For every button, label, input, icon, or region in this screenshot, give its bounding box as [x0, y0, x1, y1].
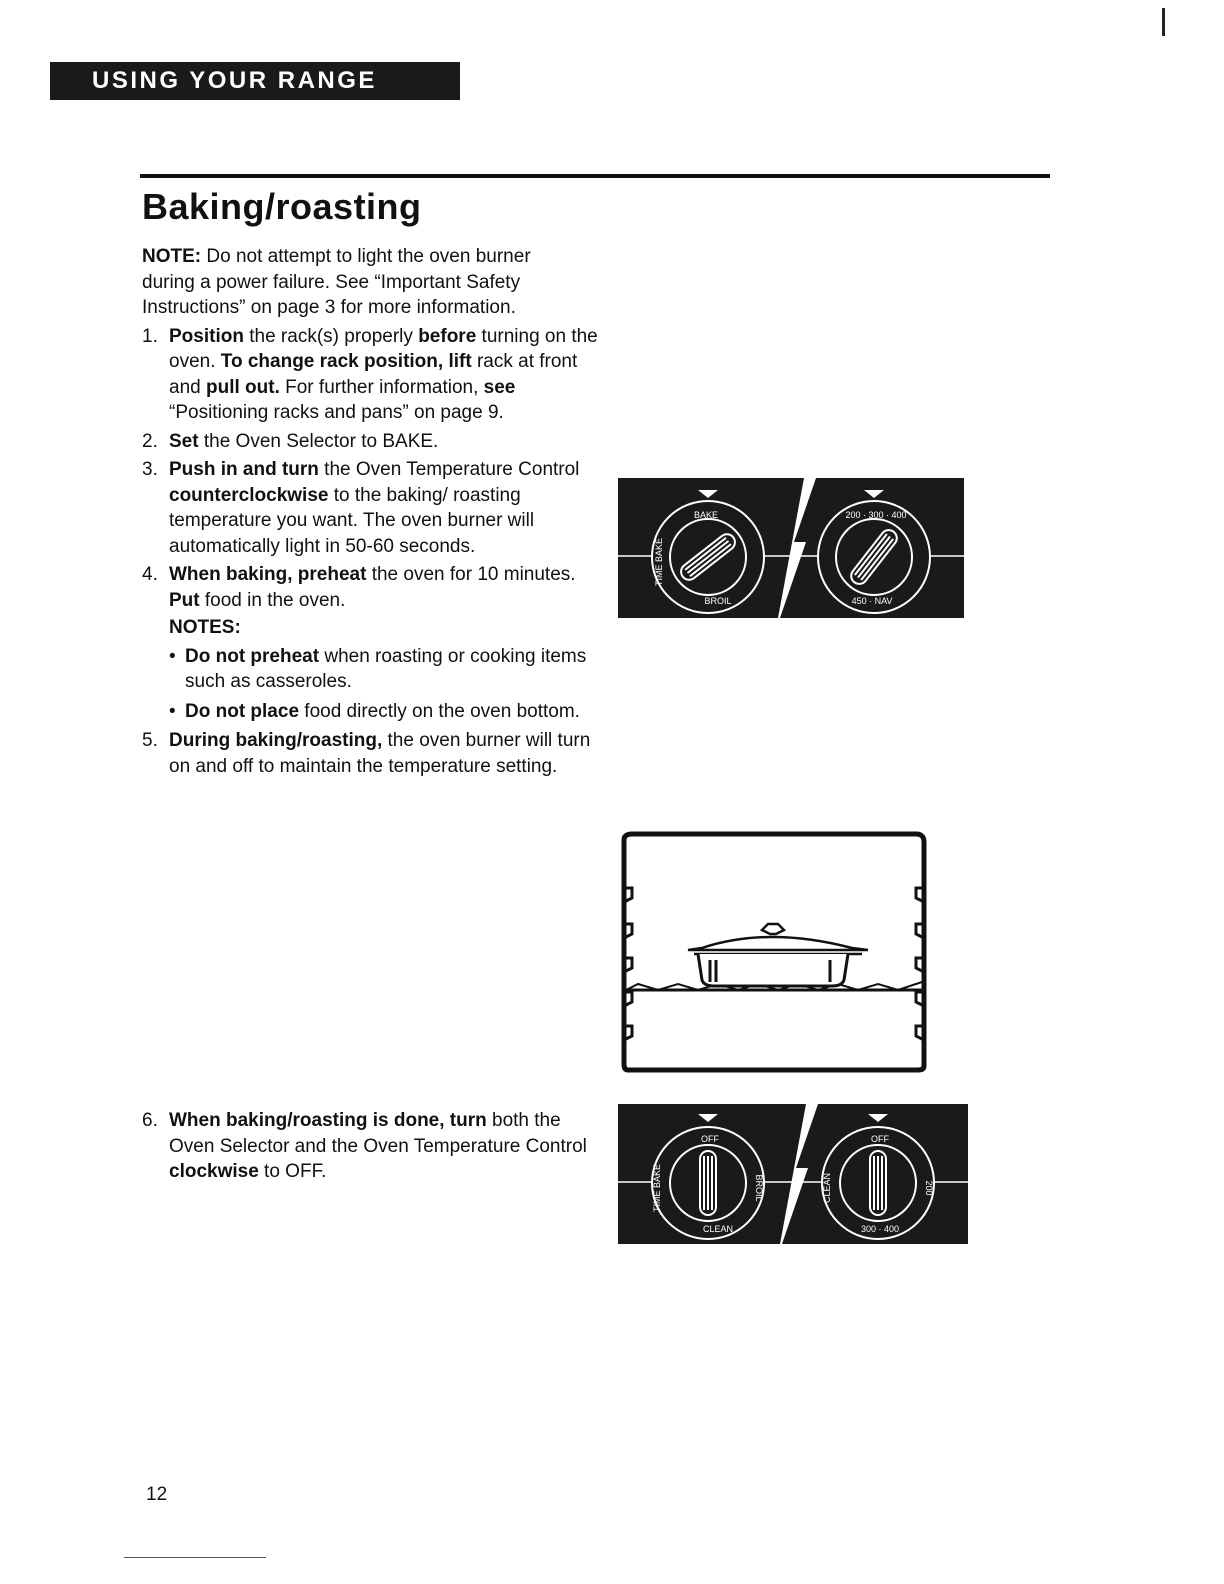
margin-mark: [1162, 8, 1165, 36]
step-number: 5.: [142, 730, 158, 751]
dial-label: OFF: [871, 1134, 889, 1144]
bullet-icon: •: [169, 700, 176, 722]
oven-selector-dial: [652, 501, 764, 613]
step-text: rack at front and: [169, 351, 578, 398]
instructions: [142, 244, 602, 782]
note-text: Do not attempt to light the oven burner during a power failure. See “Important Safety Instructions” on page 3 for more information.: [142, 246, 531, 318]
step-number: 2.: [142, 430, 158, 452]
step-item: [142, 562, 602, 724]
temperature-dial: [818, 501, 930, 613]
step-item: [142, 1108, 602, 1185]
step-item: [142, 324, 602, 426]
step-item: [142, 429, 602, 455]
page-number: 12: [146, 1484, 168, 1505]
section-header: USING YOUR RANGE: [50, 62, 460, 100]
step-text: the oven for 10 minutes.: [366, 564, 576, 585]
step-body: [169, 431, 438, 452]
set-dials-figure: [618, 478, 964, 618]
step-text: when roasting or cooking items such as casseroles.: [185, 645, 587, 692]
step-number: 6.: [142, 1110, 158, 1131]
emphasis-text: see: [483, 376, 516, 398]
note-label: NOTE:: [142, 246, 202, 267]
step-item: [142, 728, 602, 779]
oven-cavity: [624, 834, 924, 1070]
step-text: the rack(s) properly: [243, 325, 419, 347]
emphasis-text: Set: [169, 430, 199, 452]
dial-label: BROIL: [754, 1174, 764, 1202]
oven-selector-dial: [652, 1127, 764, 1239]
step-number: 1.: [142, 325, 158, 347]
notes-heading: NOTES:: [169, 617, 241, 638]
step-number: 4.: [142, 564, 158, 585]
dial-label: BROIL: [704, 596, 732, 606]
step-text: the Oven Selector to BAKE.: [198, 430, 439, 452]
emphasis-text: Put: [169, 589, 200, 611]
temperature-dial: [822, 1127, 934, 1239]
dial-label: OFF: [701, 1134, 719, 1144]
emphasis-text: before: [418, 325, 477, 347]
footer-line: [124, 1557, 266, 1558]
dial-label: CLEAN: [822, 1172, 832, 1204]
emphasis-text: Do not place: [185, 700, 300, 722]
step-body: [169, 1110, 587, 1182]
dial-label: CLEAN: [702, 1224, 734, 1234]
dial-label: TIME BAKE: [654, 537, 664, 587]
emphasis-text: Push in and turn: [169, 459, 319, 480]
dial-label: 300 · 400: [860, 1224, 900, 1234]
step-text: “Positioning racks and pans” on page 9.: [169, 402, 504, 423]
step-text: the oven burner will turn on and off to maintain the temperature setting.: [169, 730, 591, 777]
dial-label: 450 · NAV: [851, 596, 893, 606]
dial-label: 200 · 300 · 400: [845, 510, 907, 520]
step-body: [169, 459, 579, 557]
final-step: [142, 1108, 602, 1185]
step-text: to the baking/ roasting temperature you want. The oven burner will automatically light in 50-60 seconds.: [169, 484, 535, 557]
note-item: [169, 699, 602, 725]
steps-list: [142, 324, 602, 780]
emphasis-text: During baking/roasting,: [169, 730, 383, 751]
emphasis-text: To change rack position, lift: [220, 351, 472, 372]
emphasis-text: clockwise: [169, 1161, 259, 1182]
step-text: food in the oven.: [199, 589, 346, 611]
step-text: the Oven Temperature Control: [318, 459, 580, 480]
dial-label: BAKE: [693, 510, 719, 520]
step-text: food directly on the oven bottom.: [299, 700, 580, 722]
title-rule: [140, 174, 1050, 178]
oven-rack-figure: [618, 830, 930, 1074]
step-body: [169, 730, 590, 777]
emphasis-text: When baking, preheat: [169, 564, 367, 585]
emphasis-text: pull out.: [205, 376, 280, 398]
dial-label: 200: [924, 1180, 934, 1196]
emphasis-text: When baking/roasting is done, turn: [169, 1110, 487, 1131]
dial-label: TIME BAKE: [652, 1163, 662, 1213]
step-text: turning on the oven.: [169, 325, 598, 372]
power-failure-note: [142, 244, 562, 321]
bullet-icon: •: [169, 645, 176, 667]
step-number: 3.: [142, 459, 158, 480]
step-body: [169, 326, 598, 424]
step-text: both the Oven Selector and the Oven Temperature Control: [169, 1110, 587, 1157]
step-item: [142, 457, 602, 559]
page-title: Baking/roasting: [142, 186, 422, 227]
step-body: [169, 564, 576, 611]
step-text: For further information,: [279, 376, 484, 398]
emphasis-text: Position: [169, 325, 244, 347]
emphasis-text: counterclockwise: [169, 484, 329, 506]
off-dials-figure: [618, 1104, 968, 1244]
step-text: to OFF.: [258, 1161, 327, 1182]
note-item: [169, 644, 602, 695]
notes-list: [169, 644, 602, 725]
emphasis-text: Do not preheat: [185, 645, 320, 667]
